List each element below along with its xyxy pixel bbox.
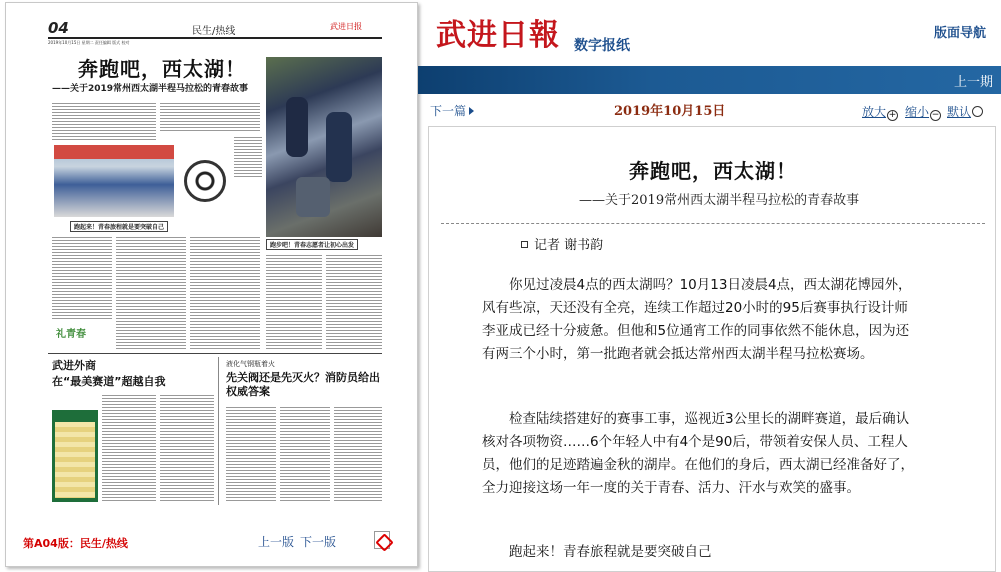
header-bar xyxy=(418,66,1001,94)
next-article-link[interactable] xyxy=(430,102,474,119)
article-content xyxy=(428,126,996,572)
runner-figure xyxy=(286,97,308,157)
newspaper-logo[interactable]: 武进日報 xyxy=(436,18,560,53)
byline-text: 记者 谢书韵 xyxy=(534,238,604,253)
text-column[interactable] xyxy=(52,103,156,141)
story2-title[interactable]: 在“最美赛道”超越自我 xyxy=(52,375,166,388)
booth-canopy xyxy=(54,145,174,159)
booth-photo[interactable] xyxy=(54,145,174,217)
article-paragraph: 你见过凌晨4点的西太湖吗？10月13日凌晨4点，西太湖花博园外，风有些凉，天还没有全亮，连续工作超过20小时的95后赛事执行设计师李亚成已经十分疲惫。但他和5位通宵工作的同事依然不能休息，因为还有两三个小时，第一批跑者就会抵达常州西太湖半程马拉松赛场。 xyxy=(482,277,912,362)
section-divider xyxy=(48,353,382,354)
next-edition-link[interactable]: 下一版 xyxy=(300,535,337,549)
next-article-label: 下一篇 xyxy=(430,104,467,118)
minus-circle-icon: − xyxy=(931,110,940,120)
previous-issue-link[interactable]: 上一期 xyxy=(954,75,994,90)
booth-caption: 跑起来！青春旅程就是要突破自己 xyxy=(70,221,168,232)
stroller-figure xyxy=(296,177,330,217)
text-column[interactable] xyxy=(116,237,186,349)
circle-icon xyxy=(972,106,983,117)
digital-edition-label: 数字报纸 xyxy=(574,38,630,54)
story3-kicker[interactable]: 液化气钢瓶着火 xyxy=(226,360,275,368)
text-column[interactable] xyxy=(160,395,214,501)
page-subheadline[interactable]: ——关于2019常州西太湖半程马拉松的青春故事 xyxy=(52,84,249,94)
article-title: 奔跑吧，西太湖！ xyxy=(629,159,797,183)
text-column[interactable] xyxy=(280,407,330,503)
article-divider xyxy=(441,223,985,224)
text-column[interactable] xyxy=(234,137,262,177)
newspaper-page-image[interactable] xyxy=(44,15,386,507)
column-divider xyxy=(218,357,219,505)
article-byline xyxy=(521,234,603,253)
text-column[interactable] xyxy=(326,255,382,349)
story2-table-graphic xyxy=(52,410,98,502)
page-number: 04 xyxy=(48,19,69,37)
text-column[interactable] xyxy=(52,237,112,321)
issue-date: 2019年10月15日 xyxy=(614,104,726,119)
zoom-out-label: 缩小 xyxy=(905,105,930,119)
zoom-in-button[interactable] xyxy=(862,103,898,121)
zoom-out-button[interactable] xyxy=(905,103,941,121)
page-preview-panel xyxy=(5,2,418,567)
runner-caption: 跑步吧！青春志愿者让初心出发 xyxy=(266,239,358,250)
article-paragraph: 检查陆续搭建好的赛事工事，巡视近3公里长的湖畔赛道，最后确认核对各项物资……6个年轻人中有4个是90后，带领着安保人员、工程人员，他们的足迹踏遍金秋的湖岸。在他们的身后，西太湖已经准备好了，全力迎接这场一年一度的关于青春、活力、汗水与欢笑的盛事。 xyxy=(482,411,914,496)
prev-edition-link[interactable]: 上一版 xyxy=(258,535,295,549)
page-dateline: 2019年10月15日 星期二 责任编辑 版式 校对 xyxy=(48,37,382,46)
page-navigation-link[interactable]: 版面导航 xyxy=(934,26,987,41)
zoom-default-label: 默认 xyxy=(947,105,972,119)
zoom-in-label: 放大 xyxy=(862,105,887,119)
article-subtitle: ——关于2019常州西太湖半程马拉松的青春故事 xyxy=(579,193,860,208)
story2-table xyxy=(55,422,95,498)
text-column[interactable] xyxy=(102,395,156,501)
plus-circle-icon: + xyxy=(888,110,897,120)
story2-kicker[interactable]: 武进外商 xyxy=(52,359,96,372)
zoom-default-button[interactable] xyxy=(947,103,983,120)
medal-graphic xyxy=(184,160,226,202)
runner-figure xyxy=(326,112,352,182)
text-column[interactable] xyxy=(334,407,382,503)
page-headline[interactable]: 奔跑吧，西太湖！ xyxy=(78,57,246,81)
story3-title[interactable]: 先关阀还是先灭火？消防员给出权威答案 xyxy=(226,371,380,398)
runner-photo[interactable] xyxy=(266,57,382,237)
text-column[interactable] xyxy=(266,255,322,349)
bullet-square-icon xyxy=(521,241,528,248)
arrow-right-icon xyxy=(469,107,474,115)
page-section-header: 民生/热线 xyxy=(192,26,236,37)
text-column[interactable] xyxy=(226,407,276,503)
page-masthead: 武进日报 xyxy=(330,22,362,31)
page-stamp: 礼青春 xyxy=(56,329,86,340)
article-toolbar xyxy=(418,98,1001,122)
text-column[interactable] xyxy=(160,103,260,133)
text-column[interactable] xyxy=(190,237,260,349)
article-subheading: 跑起来！青春旅程就是要突破自己 xyxy=(509,544,712,560)
pdf-icon[interactable] xyxy=(374,531,390,549)
page-section-label: 第A04版：民生/热线 xyxy=(23,537,128,550)
